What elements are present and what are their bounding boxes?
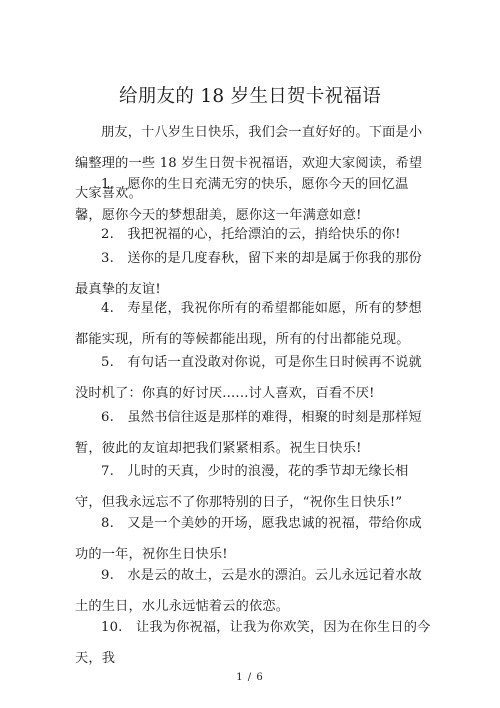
- wish-item-2: 2. 我把祝福的心，托给漂泊的云，捎给快乐的你!: [101, 227, 401, 242]
- wish-item-6: 6. 虽然书信往返是那样的难得，相聚的时刻是那样短暂，彼此的友谊却把我们紧紧相系。祝生日快乐!: [75, 410, 422, 456]
- intro-paragraph: 朋友，十八岁生日快乐，我们会一直好好的。下面是小编整理的一些 18 岁生日贺卡祝福语，欢迎大家阅读，希望大家喜欢。: [75, 125, 423, 201]
- wish-item-3: 3. 送你的是几度春秋，留下来的却是属于你我的那份最真挚的友谊!: [75, 251, 422, 297]
- wish-item-7: 7. 儿时的天真，少时的浪漫，花的季节却无缘长相守，但我永远忘不了你那特别的日子，“祝你生日快乐!”: [75, 464, 409, 510]
- wish-item-9: 9. 水是云的故土，云是水的漂泊。云儿永远记着水故土的生日，水儿永远惦着云的依恋。: [75, 568, 422, 614]
- wish-item-4: 4. 寿星佬，我祝你所有的希望都能如愿，所有的梦想都能实现，所有的等候都能出现，所有的付出都能兑现。: [75, 301, 422, 347]
- page-title: 给朋友的 18 岁生日贺卡祝福语: [118, 86, 382, 107]
- wish-item-8: 8. 又是一个美妙的开场，愿我忠诚的祝福，带给你成功的一年，祝你生日快乐!: [75, 516, 422, 562]
- page-indicator: 1 / 6: [236, 672, 264, 683]
- wish-item-1: 1. 愿你的生日充满无穷的快乐，愿你今天的回忆温馨，愿你今天的梦想甜美，愿你这一年满意如意!: [75, 177, 409, 223]
- wish-item-5: 5. 有句话一直没敢对你说，可是你生日时候再不说就没时机了：你真的好讨厌......讨人喜欢，百看不厌!: [75, 355, 422, 401]
- wish-item-10: 10. 让我为你祝福，让我为你欢笑，因为在你生日的今天，我: [75, 620, 431, 666]
